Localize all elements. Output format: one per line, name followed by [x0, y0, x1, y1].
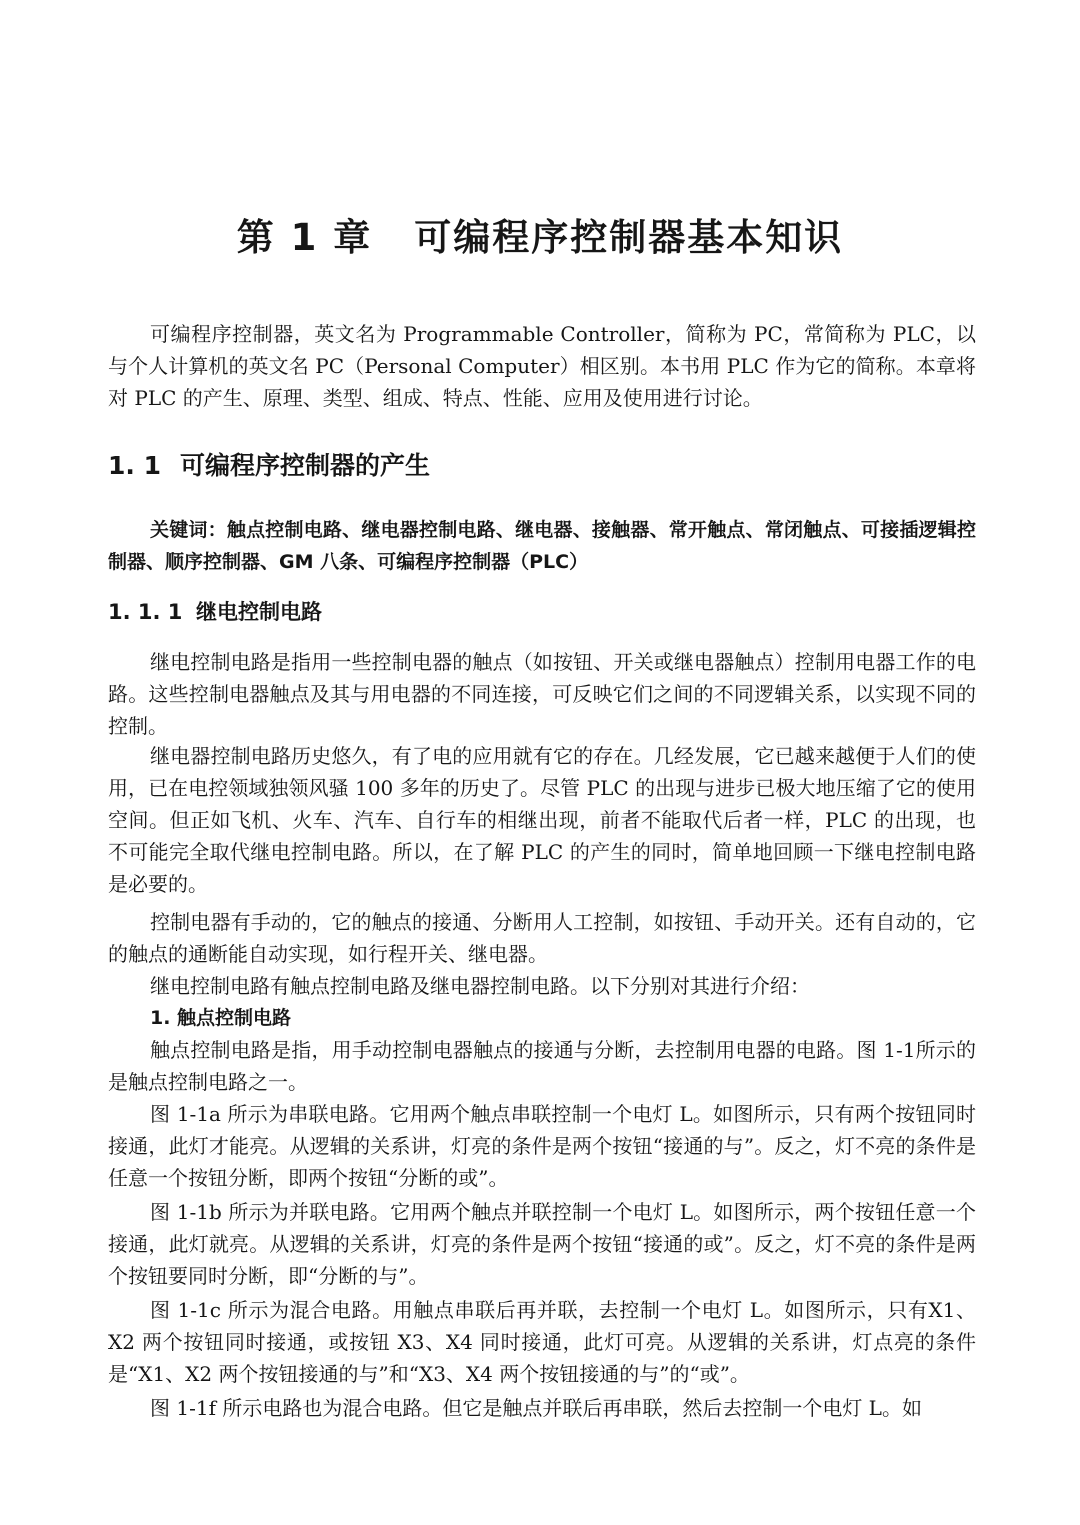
section-heading — [108, 448, 430, 484]
paragraph-8: 图 1-1c 所示为混合电路。用触点串联后再并联，去控制一个电灯 L。如图所示，只有X1、X2 两个按钮同时接通，或按钮 X3、X4 同时接通，此灯可亮。从逻辑的关系讲，灯点亮的条件是“X1、X2 两个按钮接通的与”和“X3、X4 两个按钮接通的与”的“或”。 — [108, 1298, 976, 1386]
paragraph-1: 继电控制电路是指用一些控制电器的触点（如按钮、开关或继电器触点）控制用电器工作的电路。这些控制电器触点及其与用电器的不同连接，可反映它们之间的不同逻辑关系，以实现不同的控制。 — [108, 650, 976, 738]
paragraph-3: 控制电器有手动的，它的触点的接通、分断用人工控制，如按钮、手动开关。还有自动的，它的触点的通断能自动实现，如行程开关、继电器。 — [108, 910, 976, 966]
chapter-number: 第 1 章 — [236, 216, 373, 259]
section-number: 1. 1 — [108, 451, 161, 480]
subsection-heading — [108, 596, 322, 628]
chapter-title — [0, 212, 1080, 264]
subsection-number: 1. 1. 1 — [108, 600, 183, 624]
keywords-paragraph: 关键词：触点控制电路、继电器控制电路、继电器、接触器、常开触点、常闭触点、可接插逻辑控制器、顺序控制器、GM 八条、可编程序控制器（PLC） — [108, 519, 976, 573]
paragraph-9: 图 1-1f 所示电路也为混合电路。但它是触点并联后再串联，然后去控制一个电灯 L。如 — [150, 1396, 922, 1420]
paragraph-2: 继电器控制电路历史悠久，有了电的应用就有它的存在。几经发展，它已越来越便于人们的使用，已在电控领域独领风骚 100 多年的历史了。尽管 PLC 的出现与进步已极大地压缩了它的使用空间。但正如飞机、火车、汽车、自行车的相继出现，前者不能取代后者一样，PLC 的出现，也不可能完全取代继电控制电路。所以，在了解 PLC 的产生的同时，简单地回顾一下继电控制电路是必要的。 — [108, 744, 976, 896]
paragraph-7: 图 1-1b 所示为并联电路。它用两个触点并联控制一个电灯 L。如图所示，两个按钮任意一个接通，此灯就亮。从逻辑的关系讲，灯亮的条件是两个按钮“接通的或”。反之，灯不亮的条件是两个按钮要同时分断，即“分断的与”。 — [108, 1200, 976, 1288]
paragraph-4: 继电控制电路有触点控制电路及继电器控制电路。以下分别对其进行介绍： — [150, 974, 810, 998]
section-title: 可编程序控制器的产生 — [180, 451, 431, 480]
subhead-contact-circuit: 1. 触点控制电路 — [150, 1007, 292, 1029]
intro-paragraph: 可编程序控制器，英文名为 Programmable Controller，简称为 PC，常简称为 PLC，以与个人计算机的英文名 PC（Personal Computer）相区别。本书用 PLC 作为它的简称。本章将对 PLC 的产生、原理、类型、组成、特点、性能、应用及使用进行讨论。 — [108, 322, 976, 410]
chapter-title-text: 可编程序控制器基本知识 — [414, 216, 844, 259]
subsection-title: 继电控制电路 — [196, 600, 322, 624]
paragraph-6: 图 1-1a 所示为串联电路。它用两个触点串联控制一个电灯 L。如图所示，只有两个按钮同时接通，此灯才能亮。从逻辑的关系讲，灯亮的条件是两个按钮“接通的与”。反之，灯不亮的条件是任意一个按钮分断，即两个按钮“分断的或”。 — [108, 1102, 976, 1190]
paragraph-5: 触点控制电路是指，用手动控制电器触点的接通与分断，去控制用电器的电路。图 1-1所示的是触点控制电路之一。 — [108, 1038, 976, 1094]
